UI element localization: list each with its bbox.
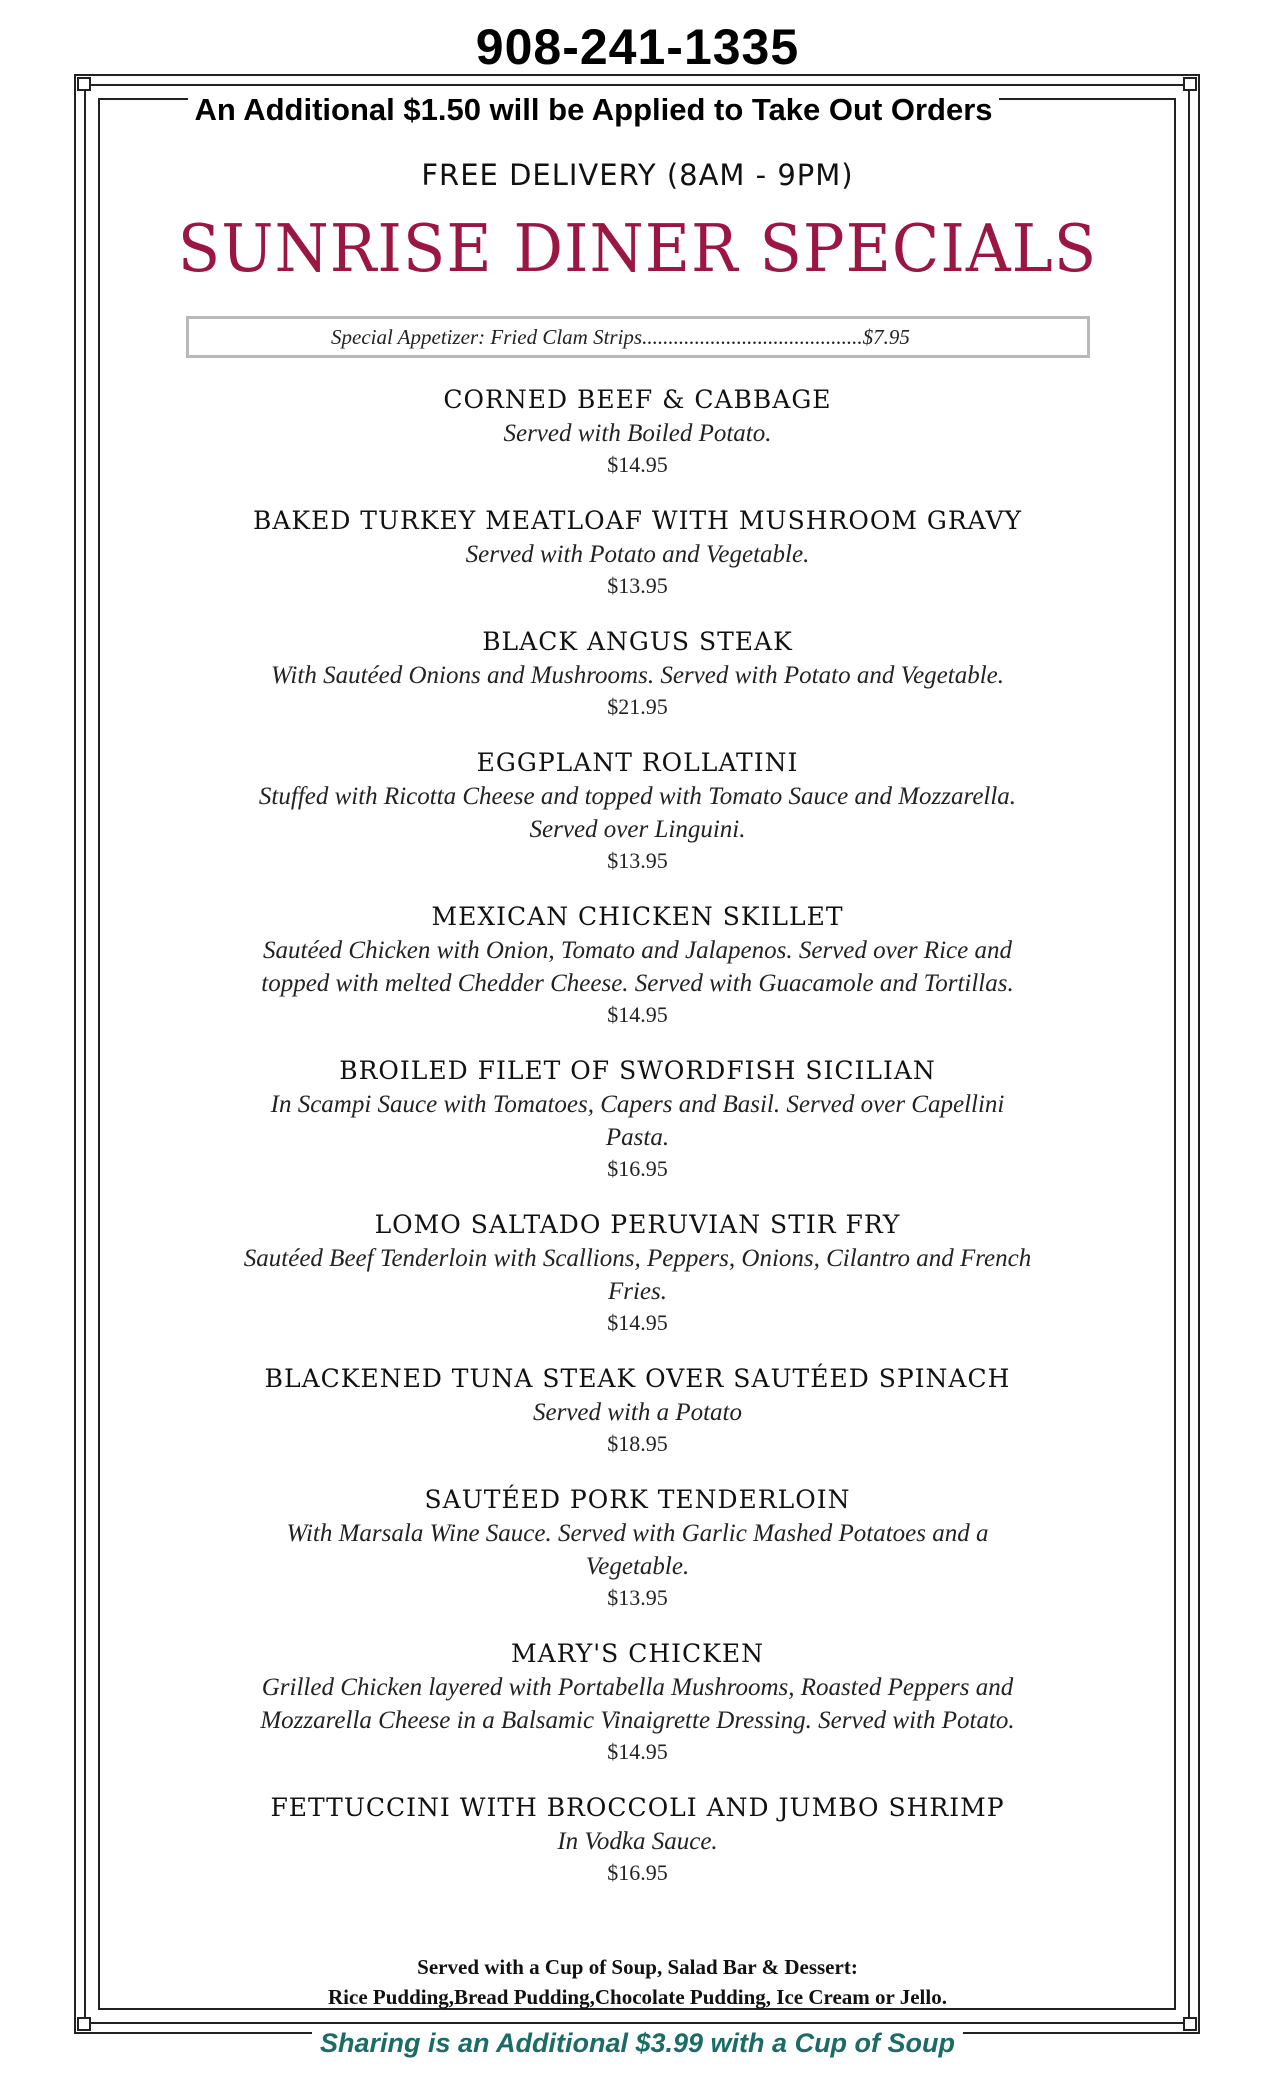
- item-name: FETTUCCINI WITH BROCCOLI AND JUMBO SHRIMP: [270, 1793, 1005, 1822]
- menu-item: [160, 383, 1115, 480]
- item-description: Fries.: [607, 1278, 668, 1305]
- special-appetizer-box: [186, 316, 1090, 358]
- item-name: BAKED TURKEY MEATLOAF WITH MUSHROOM GRAVY: [252, 506, 1023, 535]
- item-price: $14.95: [607, 452, 668, 477]
- item-name: EGGPLANT ROLLATINI: [476, 748, 799, 777]
- sharing-charge-note: [0, 2028, 1275, 2059]
- item-price: $18.95: [607, 1431, 668, 1456]
- item-price: $14.95: [607, 1002, 668, 1027]
- item-price: $16.95: [607, 1156, 668, 1181]
- item-description: With Sautéed Onions and Mushrooms. Served with Potato and Vegetable.: [270, 662, 1005, 689]
- menu-item: [160, 900, 1115, 1030]
- item-description: Sautéed Beef Tenderloin with Scallions, Peppers, Onions, Cilantro and French: [243, 1245, 1032, 1272]
- item-price: $13.95: [607, 848, 668, 873]
- item-name: BLACKENED TUNA STEAK OVER SAUTÉED SPINACH: [264, 1364, 1011, 1393]
- takeout-notice-text: An Additional $1.50 will be Applied to Take Out Orders: [188, 92, 998, 127]
- item-description: Sautéed Chicken with Onion, Tomato and Jalapenos. Served over Rice and: [263, 937, 1012, 964]
- item-description: Mozzarella Cheese in a Balsamic Vinaigrette Dressing. Served with Potato.: [260, 1707, 1015, 1734]
- item-description: With Marsala Wine Sauce. Served with Garlic Mashed Potatoes and a: [286, 1520, 989, 1547]
- item-name: LOMO SALTADO PERUVIAN STIR FRY: [374, 1210, 901, 1239]
- item-description: In Scampi Sauce with Tomatoes, Capers and Basil. Served over Capellini: [270, 1091, 1005, 1118]
- frame-corner-ornament: [77, 77, 91, 91]
- item-description: Served with Boiled Potato.: [503, 420, 772, 447]
- item-description: Pasta.: [605, 1124, 670, 1151]
- menu-item: [160, 1483, 1115, 1613]
- item-description: Served with Potato and Vegetable.: [465, 541, 810, 568]
- delivery-hours: FREE DELIVERY (8AM - 9PM): [421, 158, 854, 192]
- item-description: Vegetable.: [585, 1553, 690, 1580]
- frame-corner-ornament: [1183, 77, 1197, 91]
- item-price: $16.95: [607, 1860, 668, 1885]
- specials-list: [160, 383, 1115, 1912]
- item-name: MARY'S CHICKEN: [511, 1639, 764, 1668]
- item-price: $21.95: [607, 694, 668, 719]
- menu-item: [160, 1362, 1115, 1459]
- item-description: Served over Linguini.: [529, 816, 746, 843]
- item-name: CORNED BEEF & CABBAGE: [443, 385, 832, 414]
- item-price: $13.95: [607, 1585, 668, 1610]
- menu-title: SUNRISE DINER SPECIALS: [177, 210, 1098, 287]
- phone-number: 908-241-1335: [475, 19, 800, 75]
- item-description: In Vodka Sauce.: [557, 1828, 718, 1855]
- menu-item: [160, 1637, 1115, 1767]
- item-description: Stuffed with Ricotta Cheese and topped with Tomato Sauce and Mozzarella.: [258, 783, 1017, 810]
- menu-item: [160, 504, 1115, 601]
- item-price: $14.95: [607, 1739, 668, 1764]
- menu-item: [160, 1791, 1115, 1888]
- item-price: $13.95: [607, 573, 668, 598]
- item-name: MEXICAN CHICKEN SKILLET: [431, 902, 844, 931]
- sharing-charge-text: Sharing is an Additional $3.99 with a Cup of Soup: [312, 2028, 963, 2058]
- item-price: $14.95: [607, 1310, 668, 1335]
- takeout-notice: [0, 92, 1187, 128]
- item-description: Grilled Chicken layered with Portabella Mushrooms, Roasted Peppers and: [261, 1674, 1014, 1701]
- item-description: Served with a Potato: [533, 1399, 742, 1426]
- included-sides-line: Served with a Cup of Soup, Salad Bar & Dessert:: [417, 1955, 858, 1979]
- menu-item: [160, 1054, 1115, 1184]
- dessert-options-line: Rice Pudding,Bread Pudding,Chocolate Pudding, Ice Cream or Jello.: [328, 1985, 947, 2009]
- item-name: BROILED FILET OF SWORDFISH SICILIAN: [339, 1056, 936, 1085]
- special-appetizer-text: Special Appetizer: Fried Clam Strips..........................................$7.95: [331, 325, 910, 349]
- item-description: topped with melted Chedder Cheese. Served with Guacamole and Tortillas.: [261, 970, 1014, 997]
- menu-item: [160, 1208, 1115, 1338]
- menu-item: [160, 746, 1115, 876]
- menu-item: [160, 625, 1115, 722]
- item-name: BLACK ANGUS STEAK: [482, 627, 793, 656]
- item-name: SAUTÉED PORK TENDERLOIN: [424, 1485, 851, 1514]
- included-sides-note: [0, 1952, 1275, 2012]
